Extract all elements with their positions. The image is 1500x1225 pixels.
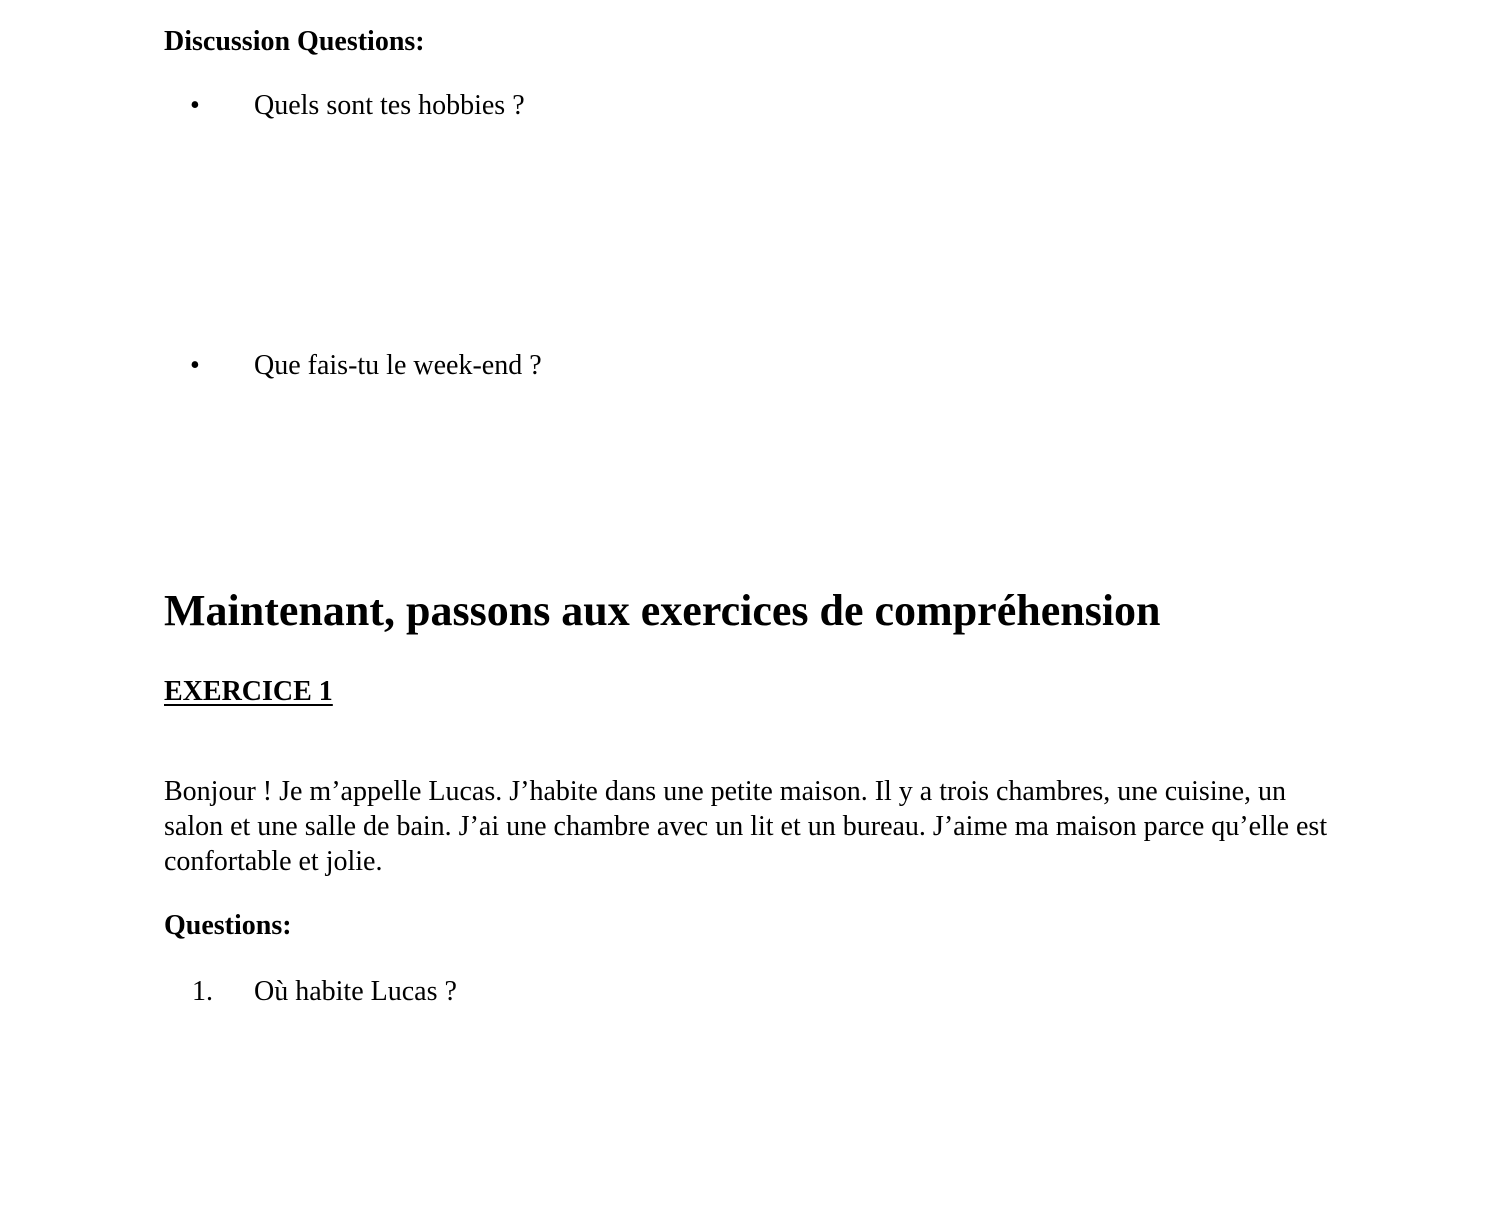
question-1-text: Où habite Lucas ? — [254, 976, 457, 1007]
discussion-questions-heading: Discussion Questions: — [164, 26, 425, 57]
bullet-icon: • — [190, 90, 200, 121]
exercise-1-heading: EXERCICE 1 — [164, 676, 333, 707]
questions-heading: Questions: — [164, 910, 292, 941]
section-title: Maintenant, passons aux exercices de compréhension — [164, 586, 1161, 635]
discussion-question-2: Que fais-tu le week-end ? — [254, 350, 542, 381]
exercise-1-paragraph: Bonjour ! Je m’appelle Lucas. J’habite dans une petite maison. Il y a trois chambres, une cuisine, un salon et une salle de bain. J’ai une chambre avec un lit et un bureau. J’aime ma maison parce qu’elle est confortable et jolie. — [164, 776, 1328, 877]
question-number: 1. — [192, 976, 213, 1007]
discussion-question-1: Quels sont tes hobbies ? — [254, 90, 525, 121]
bullet-icon: • — [190, 350, 200, 381]
